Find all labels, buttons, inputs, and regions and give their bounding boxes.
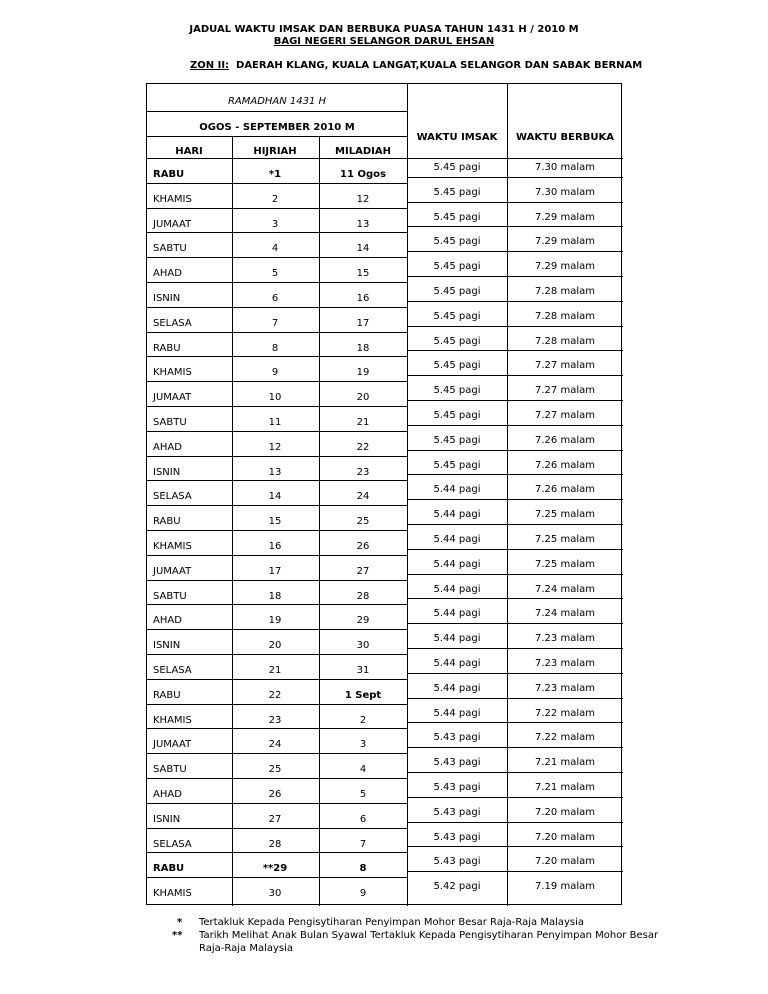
row-divider bbox=[407, 574, 623, 575]
row-miladiah: 29 bbox=[356, 615, 370, 627]
header-divider bbox=[147, 158, 623, 159]
row-hari: JUMAAT bbox=[153, 392, 192, 404]
row-berbuka: 7.28 malam bbox=[535, 335, 595, 347]
row-divider bbox=[147, 803, 407, 804]
row-miladiah: 21 bbox=[356, 417, 370, 428]
row-divider bbox=[407, 450, 623, 451]
row-berbuka: 7.23 malam bbox=[535, 682, 595, 694]
row-miladiah: 30 bbox=[356, 640, 370, 652]
row-hari: KHAMIS bbox=[153, 367, 192, 379]
row-imsak: 5.44 pagi bbox=[433, 534, 481, 545]
footnote-text: Tarikh Melihat Anak Bulan Syawal Tertakluk Kepada Pengisytiharan Penyimpan Mohor Besar bbox=[199, 930, 659, 941]
row-hari: SELASA bbox=[153, 838, 192, 850]
column-divider bbox=[507, 84, 508, 906]
row-divider bbox=[147, 753, 407, 754]
row-hijriah: 23 bbox=[268, 714, 282, 726]
row-hijriah: 18 bbox=[268, 590, 282, 602]
row-divider bbox=[147, 728, 407, 729]
row-hari: AHAD bbox=[153, 615, 182, 627]
row-divider bbox=[407, 425, 623, 426]
row-imsak: 5.43 pagi bbox=[433, 831, 481, 843]
row-divider bbox=[407, 251, 623, 252]
row-berbuka: 7.24 malam bbox=[535, 583, 595, 595]
row-miladiah: 1 Sept bbox=[344, 689, 382, 701]
row-divider bbox=[407, 375, 623, 376]
row-imsak: 5.45 pagi bbox=[433, 434, 481, 446]
row-berbuka: 7.19 malam bbox=[535, 881, 595, 893]
row-hari: AHAD bbox=[153, 441, 182, 453]
row-imsak: 5.43 pagi bbox=[433, 782, 481, 793]
row-imsak: 5.44 pagi bbox=[433, 583, 481, 595]
row-imsak: 5.43 pagi bbox=[433, 757, 481, 769]
row-imsak: 5.45 pagi bbox=[433, 410, 481, 421]
row-hari: JUMAAT bbox=[153, 565, 192, 577]
row-miladiah: 19 bbox=[356, 367, 370, 379]
row-hari: RABU bbox=[153, 863, 185, 875]
row-miladiah: 25 bbox=[356, 516, 370, 528]
row-imsak: 5.43 pagi bbox=[433, 732, 481, 744]
row-hari: ISNIN bbox=[153, 466, 181, 478]
row-divider bbox=[407, 747, 623, 748]
zone-line bbox=[190, 60, 642, 71]
row-hijriah: *1 bbox=[268, 169, 282, 180]
row-hijriah: 25 bbox=[268, 764, 282, 776]
row-miladiah: 6 bbox=[359, 813, 367, 825]
row-miladiah: 16 bbox=[356, 293, 370, 304]
row-imsak: 5.44 pagi bbox=[433, 484, 481, 496]
timetable bbox=[146, 83, 622, 905]
row-miladiah: 17 bbox=[356, 317, 370, 329]
row-divider bbox=[407, 623, 623, 624]
row-imsak: 5.45 pagi bbox=[433, 385, 481, 397]
row-hari: SABTU bbox=[153, 417, 187, 428]
row-hijriah: 19 bbox=[268, 615, 282, 627]
row-divider bbox=[407, 326, 623, 327]
row-berbuka: 7.30 malam bbox=[535, 162, 595, 173]
row-berbuka: 7.26 malam bbox=[535, 484, 595, 496]
row-miladiah: 24 bbox=[356, 491, 370, 503]
row-divider bbox=[407, 598, 623, 599]
row-hijriah: 17 bbox=[268, 565, 282, 577]
row-hari: RABU bbox=[153, 516, 181, 528]
row-hijriah: 5 bbox=[271, 268, 279, 280]
row-hari: KHAMIS bbox=[153, 193, 192, 205]
row-miladiah: 18 bbox=[356, 342, 370, 354]
row-hijriah: 4 bbox=[271, 243, 279, 255]
row-hijriah: 10 bbox=[268, 392, 282, 404]
row-divider bbox=[147, 356, 407, 357]
row-imsak: 5.45 pagi bbox=[433, 211, 481, 223]
row-hari: SELASA bbox=[153, 665, 192, 676]
row-hari: AHAD bbox=[153, 789, 182, 800]
row-berbuka: 7.29 malam bbox=[535, 236, 595, 248]
row-divider bbox=[147, 852, 407, 853]
row-divider bbox=[407, 202, 623, 203]
row-miladiah: 9 bbox=[359, 888, 367, 900]
column-divider bbox=[319, 137, 320, 906]
row-hijriah: 28 bbox=[268, 838, 282, 850]
row-imsak: 5.45 pagi bbox=[433, 186, 481, 198]
row-imsak: 5.44 pagi bbox=[433, 658, 481, 669]
row-divider bbox=[147, 877, 407, 878]
row-divider bbox=[147, 704, 407, 705]
row-hijriah: 9 bbox=[271, 367, 279, 379]
row-divider bbox=[147, 282, 407, 283]
row-hijriah: 12 bbox=[268, 441, 282, 453]
row-divider bbox=[407, 499, 623, 500]
row-berbuka: 7.24 malam bbox=[535, 608, 595, 620]
row-hijriah: 27 bbox=[268, 813, 282, 825]
header-berbuka: WAKTU BERBUKA bbox=[516, 132, 614, 143]
footnote-text: Raja-Raja Malaysia bbox=[199, 943, 294, 954]
row-miladiah: 11 Ogos bbox=[340, 169, 386, 180]
row-berbuka: 7.28 malam bbox=[535, 310, 595, 322]
row-hijriah: **29 bbox=[262, 863, 288, 875]
row-divider bbox=[407, 177, 623, 178]
row-divider bbox=[407, 474, 623, 475]
row-hari: ISNIN bbox=[153, 813, 181, 825]
row-berbuka: 7.29 malam bbox=[535, 211, 595, 223]
row-imsak: 5.45 pagi bbox=[433, 459, 481, 471]
row-berbuka: 7.30 malam bbox=[535, 186, 595, 198]
row-berbuka: 7.21 malam bbox=[535, 782, 595, 793]
header-hari: HARI bbox=[175, 146, 203, 157]
row-hijriah: 3 bbox=[271, 218, 279, 230]
row-miladiah: 23 bbox=[356, 466, 370, 478]
row-hijriah: 20 bbox=[268, 640, 282, 652]
row-hari: ISNIN bbox=[153, 640, 181, 652]
row-miladiah: 13 bbox=[356, 218, 370, 230]
row-divider bbox=[147, 480, 407, 481]
row-hijriah: 30 bbox=[268, 888, 282, 900]
row-divider bbox=[147, 679, 407, 680]
row-berbuka: 7.25 malam bbox=[535, 558, 595, 570]
row-imsak: 5.45 pagi bbox=[433, 236, 481, 248]
row-divider bbox=[147, 406, 407, 407]
row-berbuka: 7.27 malam bbox=[535, 410, 595, 421]
row-divider bbox=[407, 400, 623, 401]
row-imsak: 5.44 pagi bbox=[433, 707, 481, 719]
document-title: JADUAL WAKTU IMSAK DAN BERBUKA PUASA TAHUN 1431 H / 2010 M bbox=[189, 24, 579, 35]
row-imsak: 5.42 pagi bbox=[433, 881, 481, 893]
row-hijriah: 22 bbox=[268, 689, 282, 701]
row-berbuka: 7.22 malam bbox=[535, 707, 595, 719]
row-hari: RABU bbox=[153, 342, 181, 354]
row-divider bbox=[407, 524, 623, 525]
row-hijriah: 7 bbox=[271, 317, 279, 329]
row-berbuka: 7.29 malam bbox=[535, 261, 595, 273]
row-divider bbox=[407, 276, 623, 277]
row-divider bbox=[147, 654, 407, 655]
row-divider bbox=[147, 778, 407, 779]
header-ramadhan: RAMADHAN 1431 H bbox=[227, 96, 327, 107]
row-hari: SABTU bbox=[153, 590, 187, 602]
row-divider bbox=[407, 722, 623, 723]
row-berbuka: 7.22 malam bbox=[535, 732, 595, 744]
row-hari: SELASA bbox=[153, 491, 192, 503]
row-divider bbox=[147, 183, 407, 184]
row-divider bbox=[147, 505, 407, 506]
row-hari: JUMAAT bbox=[153, 739, 192, 751]
footnote-text: Tertakluk Kepada Pengisytiharan Penyimpan Mohor Besar Raja-Raja Malaysia bbox=[199, 917, 585, 928]
row-divider bbox=[147, 604, 407, 605]
row-divider bbox=[147, 332, 407, 333]
row-hari: KHAMIS bbox=[153, 714, 192, 726]
row-divider bbox=[147, 208, 407, 209]
row-hijriah: 14 bbox=[268, 491, 282, 503]
row-miladiah: 22 bbox=[356, 441, 370, 453]
row-hijriah: 8 bbox=[271, 342, 279, 354]
row-divider bbox=[147, 530, 407, 531]
row-imsak: 5.45 pagi bbox=[433, 335, 481, 347]
row-divider bbox=[407, 698, 623, 699]
row-hari: SABTU bbox=[153, 243, 187, 255]
row-miladiah: 4 bbox=[359, 764, 367, 776]
header-hijriah: HIJRIAH bbox=[253, 146, 297, 157]
header-divider bbox=[147, 136, 407, 137]
zone-label: ZON II: bbox=[190, 60, 230, 71]
header-divider bbox=[147, 111, 407, 112]
column-divider bbox=[232, 137, 233, 906]
row-divider bbox=[147, 580, 407, 581]
row-imsak: 5.44 pagi bbox=[433, 633, 481, 645]
row-hijriah: 21 bbox=[268, 665, 282, 676]
row-hijriah: 16 bbox=[268, 541, 282, 552]
row-berbuka: 7.21 malam bbox=[535, 757, 595, 769]
row-divider bbox=[147, 629, 407, 630]
row-hari: RABU bbox=[153, 169, 185, 180]
row-divider bbox=[407, 226, 623, 227]
row-imsak: 5.45 pagi bbox=[433, 360, 481, 372]
row-divider bbox=[147, 307, 407, 308]
row-divider bbox=[147, 257, 407, 258]
row-miladiah: 8 bbox=[359, 863, 367, 875]
zone-text: DAERAH KLANG, KUALA LANGAT,KUALA SELANGOR DAN SABAK BERNAM bbox=[236, 60, 643, 71]
row-divider bbox=[407, 301, 623, 302]
row-berbuka: 7.26 malam bbox=[535, 459, 595, 471]
row-divider bbox=[407, 350, 623, 351]
row-hari: AHAD bbox=[153, 268, 182, 280]
row-miladiah: 7 bbox=[359, 838, 367, 850]
row-berbuka: 7.20 malam bbox=[535, 806, 595, 818]
row-divider bbox=[407, 846, 623, 847]
row-imsak: 5.45 pagi bbox=[433, 286, 481, 297]
row-berbuka: 7.20 malam bbox=[535, 856, 595, 868]
header-imsak: WAKTU IMSAK bbox=[416, 132, 498, 143]
row-imsak: 5.43 pagi bbox=[433, 806, 481, 818]
row-hari: KHAMIS bbox=[153, 888, 192, 900]
row-hari: ISNIN bbox=[153, 293, 181, 304]
row-berbuka: 7.27 malam bbox=[535, 360, 595, 372]
row-imsak: 5.43 pagi bbox=[433, 856, 481, 868]
row-divider bbox=[407, 772, 623, 773]
row-miladiah: 20 bbox=[356, 392, 370, 404]
row-berbuka: 7.28 malam bbox=[535, 286, 595, 297]
document-subtitle: BAGI NEGERI SELANGOR DARUL EHSAN bbox=[273, 36, 495, 47]
row-divider bbox=[147, 456, 407, 457]
row-hijriah: 2 bbox=[271, 193, 279, 205]
row-imsak: 5.44 pagi bbox=[433, 509, 481, 521]
row-divider bbox=[147, 381, 407, 382]
row-miladiah: 12 bbox=[356, 193, 370, 205]
row-imsak: 5.44 pagi bbox=[433, 558, 481, 570]
row-miladiah: 31 bbox=[356, 665, 370, 676]
row-imsak: 5.45 pagi bbox=[433, 261, 481, 273]
header-months: OGOS - SEPTEMBER 2010 M bbox=[199, 122, 355, 133]
row-hari: SABTU bbox=[153, 764, 187, 776]
row-imsak: 5.44 pagi bbox=[433, 608, 481, 620]
row-berbuka: 7.20 malam bbox=[535, 831, 595, 843]
row-miladiah: 3 bbox=[359, 739, 367, 751]
row-hari: KHAMIS bbox=[153, 541, 192, 552]
row-divider bbox=[147, 555, 407, 556]
row-divider bbox=[407, 648, 623, 649]
row-miladiah: 2 bbox=[359, 714, 367, 726]
row-hari: JUMAAT bbox=[153, 218, 192, 230]
row-miladiah: 27 bbox=[356, 565, 370, 577]
row-miladiah: 28 bbox=[356, 590, 370, 602]
row-miladiah: 15 bbox=[356, 268, 370, 280]
footnote-mark: * bbox=[177, 917, 183, 928]
row-divider bbox=[147, 828, 407, 829]
row-berbuka: 7.25 malam bbox=[535, 509, 595, 521]
row-hari: SELASA bbox=[153, 317, 192, 329]
row-divider bbox=[147, 232, 407, 233]
row-berbuka: 7.23 malam bbox=[535, 633, 595, 645]
row-imsak: 5.44 pagi bbox=[433, 682, 481, 694]
row-imsak: 5.45 pagi bbox=[433, 310, 481, 322]
row-divider bbox=[147, 431, 407, 432]
row-hijriah: 26 bbox=[268, 789, 282, 800]
column-divider bbox=[407, 84, 408, 906]
row-imsak: 5.45 pagi bbox=[433, 162, 481, 173]
row-hari: RABU bbox=[153, 689, 181, 701]
row-divider bbox=[407, 673, 623, 674]
row-berbuka: 7.23 malam bbox=[535, 658, 595, 669]
row-hijriah: 11 bbox=[268, 417, 282, 428]
row-divider bbox=[407, 549, 623, 550]
row-divider bbox=[407, 871, 623, 872]
row-divider bbox=[407, 797, 623, 798]
header-miladiah: MILADIAH bbox=[335, 146, 391, 157]
row-miladiah: 26 bbox=[356, 541, 370, 552]
row-berbuka: 7.27 malam bbox=[535, 385, 595, 397]
row-divider bbox=[407, 822, 623, 823]
row-hijriah: 24 bbox=[268, 739, 282, 751]
footnote-mark: ** bbox=[172, 930, 183, 941]
row-berbuka: 7.26 malam bbox=[535, 434, 595, 446]
row-miladiah: 5 bbox=[359, 789, 367, 800]
row-hijriah: 13 bbox=[268, 466, 282, 478]
row-miladiah: 14 bbox=[356, 243, 370, 255]
row-hijriah: 6 bbox=[271, 293, 279, 304]
row-berbuka: 7.25 malam bbox=[535, 534, 595, 545]
row-hijriah: 15 bbox=[268, 516, 282, 528]
